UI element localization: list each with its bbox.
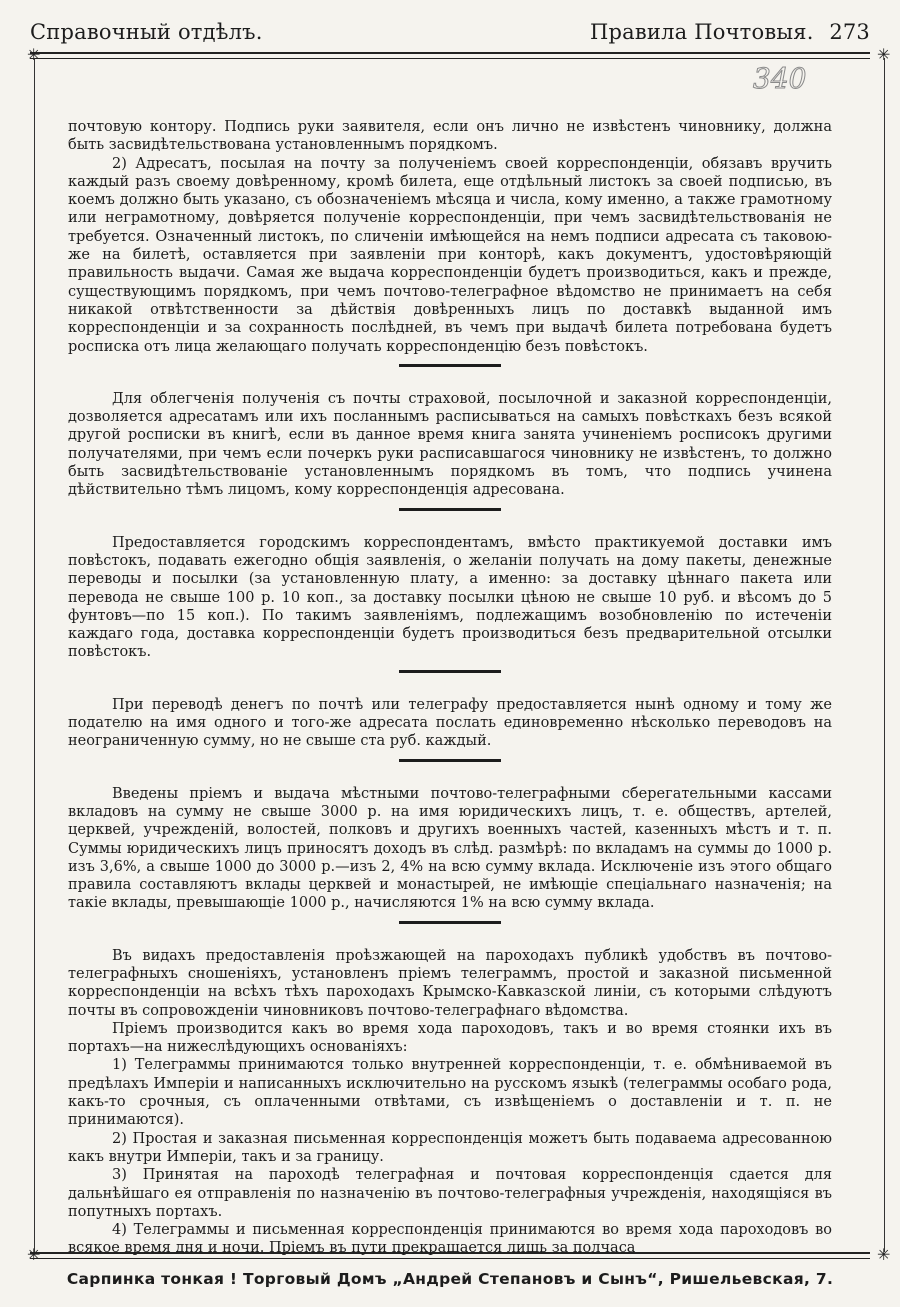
paragraph: Въ видахъ предоставленія проѣзжающей на пароходахъ публикѣ удобствъ въ почтово-телеграфныхъ сношеніяхъ, установленъ пріемъ телеграммъ, простой и заказной письменной корреспонденціи на всѣхъ тѣхъ пароходахъ Крымско-Кавказской линіи, съ которыми слѣдуютъ почты въ сопровожденіи чиновниковъ почтово-телеграфнаго вѣдомства.	[68, 947, 832, 1019]
section-separator	[399, 508, 501, 511]
corner-ornament-icon: ✳	[877, 1245, 891, 1264]
running-header	[30, 20, 870, 52]
section-separator	[399, 759, 501, 762]
paragraph: почтовую контору. Подпись руки заявителя, если онъ лично не извѣстенъ чиновнику, должна быть засвидѣтельствована установленнымъ порядкомъ.	[68, 119, 832, 154]
paragraph: 3) Принятая на пароходѣ телеграфная и почтовая корреспонденція сдается для дальнѣйшаго ея отправленія по назначенію въ почтово-телеграфныя учрежденія, находящіяся въ попутныхъ портахъ.	[68, 1167, 832, 1220]
corner-ornament-icon: ✳	[27, 45, 41, 64]
pencil-annotation	[745, 58, 835, 98]
paragraph: 2) Простая и заказная письменная корреспонденція можетъ быть подаваема адресованною какъ внутри Имперіи, такъ и за границу.	[68, 1130, 832, 1165]
paragraph: Для облегченія полученія съ почты страховой, посылочной и заказной корреспонденціи, дозволяется адресатамъ или ихъ посланнымъ расписываться на самыхъ повѣсткахъ безъ всякой другой росписки въ книгѣ, если въ данное время книга занята учиненіемъ росписокъ другими получателями, при чемъ если почеркъ руки расписавшагося чиновнику не извѣстенъ, то должно быть засвидѣтельствованіе установленнымъ порядкомъ въ томъ, что подпись учинена дѣйствительно тѣмъ лицомъ, кому корреспонденція адресована.	[68, 390, 832, 499]
top-rule	[30, 52, 870, 59]
paragraph: 4) Телеграммы и письменная корреспонденція принимаются во время хода пароходовъ во всякое время дня и ночи. Пріемъ въ пути прекращается лишь за полчаса	[68, 1222, 832, 1257]
section-separator	[399, 921, 501, 924]
frame-right-line	[884, 58, 885, 1252]
corner-ornament-icon: ✳	[27, 1245, 41, 1264]
paragraph: При переводѣ денегъ по почтѣ или телеграфу предоставляется нынѣ одному и тому же подателю на имя одного и того-же адресата послать единовременно нѣсколько переводовъ на неограниченную сумму, но не свыше ста руб. каждый.	[68, 696, 832, 750]
footer-advertisement: Сарпинка тонкая ! Торговый Домъ „Андрей Степановъ и Сынъ“, Ришельевская, 7.	[66, 1270, 834, 1288]
section-title: Справочный отдѣлъ.	[30, 20, 263, 44]
section-separator	[399, 670, 501, 673]
paragraph: Введены пріемъ и выдача мѣстными почтово-телеграфными сберегательными кассами вкладовъ на сумму не свыше 3000 р. на имя юридическихъ лицъ, т. е. обществъ, артелей, церквей, учрежденій, волостей, полковъ и другихъ военныхъ частей, казенныхъ мѣстъ и т. п. Суммы юридическихъ лицъ приносятъ доходъ въ слѣд. размѣрѣ: по вкладамъ на суммы до 1000 р. изъ 3,6%, а свыше 1000 до 3000 р.—изъ 2, 4% на всю сумму вклада. Исключеніе изъ этого общаго правила составляютъ вклады церквей и монастырей, не имѣющіе спеціальнаго назначенія; на такіе вклады, превышающіе 1000 р., начисляются 1% на всю сумму вклада.	[68, 785, 832, 912]
section-separator	[399, 364, 501, 367]
page-title: Правила Почтовыя.	[590, 20, 814, 44]
page-number: 273	[829, 20, 870, 44]
paragraph: 2) Адресатъ, посылая на почту за полученіемъ своей корреспонденціи, обязавъ вручить каждый разъ своему довѣренному, кромѣ билета, еще отдѣльный листокъ за своей подписью, въ коемъ должно быть указано, съ обозначеніемъ мѣсяца и числа, кому именно, а также грамотному или неграмотному, довѣряется полученіе корреспонденціи, при чемъ засвидѣтельствованія не требуется. Означенный листокъ, по сличеніи имѣющейся на немъ подписи адресата съ таковою-же на билетѣ, оставляется при заявленіи при конторѣ, какъ документъ, удостовѣряющій правильность выдачи. Самая же выдача корреспонденціи будетъ производиться, какъ и прежде, существующимъ порядкомъ, при чемъ почтово-телеграфное вѣдомство не принимаетъ на себя никакой отвѣтственности за дѣйствія довѣренныхъ лицъ по доставкѣ выданной имъ корреспонденціи и за сохранность послѣдней, въ чемъ при выдачѣ билета потребована будетъ росписка отъ лица желающаго получать корреспонденцію безъ повѣстокъ.	[68, 155, 832, 355]
pencil-annotation-text: 340	[753, 62, 807, 95]
paragraph: Пріемъ производится какъ во время хода пароходовъ, такъ и во время стоянки ихъ въ портахъ—на нижеслѣдующихъ основаніяхъ:	[68, 1020, 832, 1056]
paragraph: 1) Телеграммы принимаются только внутренней корреспонденціи, т. е. обмѣниваемой въ предѣлахъ Имперіи и написанныхъ исключительно на русскомъ языкѣ (телеграммы особаго рода, какъ-то срочныя, съ оплаченными отвѣтами, съ извѣщеніемъ о доставленіи и т. п. не принимаются).	[68, 1057, 832, 1129]
corner-ornament-icon: ✳	[877, 45, 891, 64]
frame-left-line	[34, 58, 35, 1252]
article-body	[68, 118, 832, 1258]
paragraph: Предоставляется городскимъ корреспондентамъ, вмѣсто практикуемой доставки имъ повѣстокъ, подавать ежегодно общія заявленія, о желаніи получать на дому пакеты, денежные переводы и посылки (за установленную плату, а именно: за доставку цѣннаго пакета или перевода не свыше 100 р. 10 коп., за доставку посылки цѣною не свыше 10 руб. и вѣсомъ до 5 фунтовъ—по 15 коп.). По такимъ заявленіямъ, подлежащимъ возобновленію по истеченіи каждаго года, доставка корреспонденціи будетъ производиться безъ предварительной отсылки повѣстокъ.	[68, 534, 832, 661]
